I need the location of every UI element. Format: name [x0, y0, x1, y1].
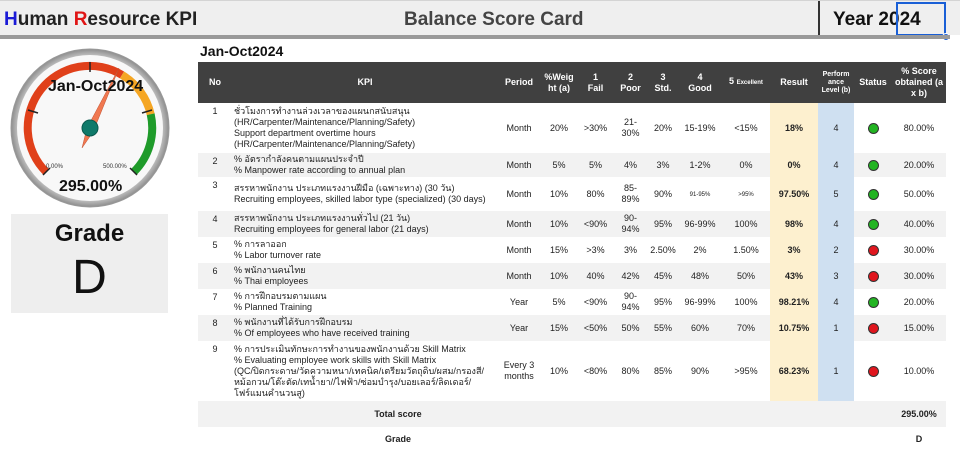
kpi-table [198, 62, 946, 452]
col-level-3[interactable]: 3 Std. [648, 62, 678, 103]
col-level-1[interactable]: 1 Fail [578, 62, 613, 103]
col-status[interactable]: Status [854, 62, 892, 103]
kpi-thai: ชั่วโมงการทำงานล่วงเวลาของแผนกสนับสนุน (HR/Carpenter/Maintenance/Planning/Safety) [234, 106, 416, 127]
row-performance-level[interactable]: 4 [818, 103, 854, 153]
table-row [198, 315, 946, 341]
row-level-3[interactable]: 55% [648, 315, 678, 341]
table-row [198, 237, 946, 263]
row-level-5[interactable]: 0% [722, 153, 770, 177]
row-level-4[interactable]: 60% [678, 315, 722, 341]
row-no[interactable]: 2 [198, 153, 232, 177]
col-level-5[interactable]: 5 Excellent [722, 62, 770, 103]
row-level-1[interactable]: <80% [583, 365, 608, 376]
row-weight[interactable]: 10% [549, 365, 568, 376]
status-red-dot-icon [868, 271, 879, 282]
divider [818, 1, 820, 36]
row-level-5[interactable]: >95% [734, 365, 758, 376]
col-no[interactable]: No [198, 62, 232, 103]
row-score[interactable]: 50.00% [903, 188, 935, 199]
row-result[interactable]: 0% [770, 153, 818, 177]
row-level-4[interactable]: 96-99% [678, 211, 722, 237]
row-period[interactable]: Month [506, 122, 532, 133]
table-row [198, 211, 946, 237]
row-level-3[interactable]: 20% [653, 122, 672, 133]
row-result[interactable]: 3% [770, 237, 818, 263]
kpi-english: % Labor turnover rate [234, 250, 322, 260]
status-green-dot-icon [868, 123, 879, 134]
status-green-dot-icon [868, 160, 879, 171]
kpi-english: Recruiting employees, skilled labor type (specialized) (30 days) [234, 194, 486, 204]
row-status[interactable] [854, 341, 892, 401]
kpi-english: % Of employees who have received training [234, 328, 410, 338]
row-no[interactable]: 3 [212, 180, 218, 190]
row-result[interactable]: 97.50% [770, 177, 818, 211]
row-level-2[interactable]: 90-94% [613, 211, 648, 237]
gauge-period-label: Jan-Oct2024 [48, 78, 144, 95]
row-kpi[interactable] [232, 289, 498, 315]
table-header-row [198, 62, 946, 103]
total-label: Total score [198, 401, 540, 427]
kpi-english: Recruiting employees for general labor (21 days) [234, 224, 429, 234]
gauge-min-label: 0.00% [46, 164, 64, 170]
row-status[interactable] [854, 211, 892, 237]
row-level-1[interactable]: <90% [583, 296, 608, 307]
row-performance-level[interactable]: 5 [818, 177, 854, 211]
col-kpi[interactable]: KPI [232, 62, 498, 103]
grade-label: Grade [54, 220, 125, 247]
grade-box [11, 214, 168, 313]
kpi-thai: % การประเมินทักษะการทำงานของพนักงานด้วย Skill Matrix [234, 343, 466, 354]
row-result[interactable]: 98% [770, 211, 818, 237]
table-row [198, 177, 946, 211]
row-weight[interactable]: 20% [549, 122, 568, 133]
row-performance-level[interactable]: 1 [818, 341, 854, 401]
row-level-4[interactable]: 96-99% [684, 296, 716, 307]
row-score[interactable]: 30.00% [892, 263, 946, 289]
row-kpi[interactable] [232, 237, 498, 263]
row-no[interactable]: 6 [198, 263, 232, 289]
row-weight[interactable]: 10% [540, 211, 578, 237]
row-status[interactable] [854, 237, 892, 263]
status-green-dot-icon [868, 297, 879, 308]
row-status[interactable] [854, 315, 892, 341]
row-kpi[interactable] [232, 341, 498, 401]
row-level-2[interactable]: 80% [621, 365, 640, 376]
kpi-thai: % พนักงานคนไทย [234, 265, 306, 275]
row-period[interactable]: Month [498, 153, 540, 177]
status-red-dot-icon [868, 366, 879, 377]
row-level-1[interactable]: 40% [578, 263, 613, 289]
row-weight[interactable]: 5% [552, 296, 566, 307]
row-no[interactable]: 9 [212, 344, 218, 354]
row-level-4[interactable]: 1-2% [678, 153, 722, 177]
row-period[interactable]: Month [498, 263, 540, 289]
row-level-3[interactable]: 2.50% [650, 244, 676, 255]
row-level-3[interactable]: 95% [648, 211, 678, 237]
gauge-max-label: 500.00% [103, 164, 127, 170]
row-level-4[interactable]: 91-95% [689, 191, 711, 198]
gauge-value-label: 295.00% [59, 178, 123, 195]
row-weight[interactable]: 15% [540, 315, 578, 341]
kpi-thai: สรรหาพนักงาน ประเภทแรงงานทั่วไป (21 วัน) [234, 213, 411, 223]
row-level-2[interactable]: 3% [623, 244, 637, 255]
row-result[interactable]: 68.23% [770, 341, 818, 401]
score-gauge [10, 48, 180, 208]
row-level-5[interactable]: 100% [722, 211, 770, 237]
kpi-english: % Evaluating employee work skills with Skill Matrix [234, 354, 437, 365]
kpi-english: % Thai employees [234, 276, 309, 286]
row-level-5[interactable]: 70% [722, 315, 770, 341]
kpi-thai: % พนักงานที่ได้รับการฝึกอบรม [234, 317, 353, 327]
row-performance-level[interactable]: 2 [818, 237, 854, 263]
row-period[interactable]: Month [498, 211, 540, 237]
row-kpi[interactable] [232, 263, 498, 289]
row-level-4[interactable]: 2% [693, 244, 707, 255]
row-score[interactable]: 20.00% [903, 296, 935, 307]
kpi-english: % Planned Training [234, 302, 313, 312]
row-performance-level[interactable]: 1 [818, 315, 854, 341]
section-title: Jan-Oct2024 [200, 43, 284, 59]
row-level-4[interactable]: 48% [678, 263, 722, 289]
col-score[interactable]: % Score obtained (a x b) [892, 62, 946, 103]
row-score[interactable]: 15.00% [892, 315, 946, 341]
row-level-5[interactable]: >95% [738, 191, 754, 198]
row-status[interactable] [854, 263, 892, 289]
status-red-dot-icon [868, 323, 879, 334]
row-level-1[interactable]: >30% [583, 122, 608, 133]
table-row [198, 341, 946, 401]
kpi-extra: (QC/ปิดกระดาษ/วัดความหนา/เทคนิค/เตรียมวัตถุดิบ/ผสม/กรองสี/หม้อกวน/โต๊ะตัด/เทน้ำยา//ไฟฟ้า/ซ่อมบำรุง/บอยเลอร์/ลิดเดอร์/โฟร์แมนคำนวนสู) [234, 365, 484, 398]
row-score[interactable]: 10.00% [903, 365, 935, 376]
row-period[interactable]: Year [498, 315, 540, 341]
grade-value: D [72, 251, 107, 304]
row-status[interactable] [854, 103, 892, 153]
row-result[interactable]: 10.75% [770, 315, 818, 341]
total-row [198, 401, 946, 427]
row-kpi[interactable] [232, 177, 498, 211]
row-score[interactable]: 20.00% [892, 153, 946, 177]
row-weight[interactable]: 10% [540, 263, 578, 289]
row-score[interactable]: 80.00% [903, 122, 935, 133]
row-period[interactable]: Every 3 months [503, 360, 535, 381]
row-kpi[interactable] [232, 103, 498, 153]
grade-row-value[interactable]: D [915, 434, 923, 444]
row-level-5[interactable]: 1.50% [733, 244, 759, 255]
grade-row-label: Grade [384, 434, 411, 444]
row-no[interactable]: 5 [212, 240, 218, 250]
kpi-thai: สรรหาพนักงาน ประเภทแรงงานฝีมือ (เฉพาะทาง) (30 วัน) [234, 183, 455, 193]
status-green-dot-icon [868, 189, 879, 200]
row-status[interactable] [854, 289, 892, 315]
row-level-5[interactable]: 50% [722, 263, 770, 289]
row-kpi[interactable] [232, 211, 498, 237]
row-level-1[interactable]: 5% [578, 153, 613, 177]
row-level-5[interactable]: <15% [734, 122, 758, 133]
row-level-3[interactable]: 85% [653, 365, 672, 376]
col-performance-level[interactable]: Perform ance Level (b) [818, 62, 854, 103]
row-level-2[interactable]: 85-89% [621, 183, 640, 204]
row-no[interactable]: 4 [198, 211, 232, 237]
row-performance-level[interactable]: 4 [818, 289, 854, 315]
row-score[interactable]: 40.00% [892, 211, 946, 237]
row-period[interactable]: Year [509, 296, 529, 307]
col-level-4[interactable]: 4 Good [678, 62, 722, 103]
row-level-3[interactable]: 95% [653, 296, 672, 307]
row-performance-level[interactable]: 3 [818, 263, 854, 289]
row-period[interactable]: Month [506, 244, 532, 255]
kpi-thai: % อัตรากำลังคนตามแผนประจำปี [234, 154, 364, 164]
row-result[interactable]: 18% [770, 103, 818, 153]
row-level-3[interactable]: 45% [648, 263, 678, 289]
status-green-dot-icon [868, 219, 879, 230]
row-level-2[interactable]: 42% [613, 263, 648, 289]
row-level-1[interactable]: >3% [586, 244, 605, 255]
table-row [198, 153, 946, 177]
row-kpi[interactable] [232, 315, 498, 341]
table-row [198, 263, 946, 289]
status-red-dot-icon [868, 245, 879, 256]
col-period[interactable]: Period [498, 62, 540, 103]
row-level-1[interactable]: 80% [586, 188, 605, 199]
row-score[interactable]: 30.00% [903, 244, 935, 255]
table-row [198, 103, 946, 153]
row-level-2[interactable]: 4% [613, 153, 648, 177]
row-result[interactable]: 43% [770, 263, 818, 289]
row-level-3[interactable]: 3% [648, 153, 678, 177]
top-header-bar [0, 0, 960, 35]
row-no[interactable]: 8 [198, 315, 232, 341]
row-level-1[interactable]: <90% [578, 211, 613, 237]
row-level-1[interactable]: <50% [578, 315, 613, 341]
row-status[interactable] [854, 153, 892, 177]
title-letter-r: R [73, 9, 88, 30]
row-weight[interactable]: 15% [549, 244, 568, 255]
col-weight[interactable]: %Weig ht (a) [540, 62, 578, 103]
app-title: Human Resource KPI [4, 9, 198, 30]
table-row [198, 289, 946, 315]
row-no[interactable]: 7 [212, 292, 218, 302]
kpi-english: Support department overtime hours (HR/Carpenter/Maintenance/Planning/Safety) [234, 128, 416, 149]
row-level-2[interactable]: 90-94% [621, 291, 640, 312]
row-period[interactable]: Month [506, 188, 532, 199]
row-performance-level[interactable]: 4 [818, 211, 854, 237]
row-level-2[interactable]: 21-30% [621, 117, 640, 138]
row-level-2[interactable]: 50% [613, 315, 648, 341]
col-result[interactable]: Result [770, 62, 818, 103]
grade-row [198, 427, 946, 452]
total-value[interactable]: 295.00% [892, 401, 946, 427]
row-level-3[interactable]: 90% [653, 188, 672, 199]
selected-cell[interactable] [896, 2, 946, 36]
year-label: Year 2024 [833, 9, 921, 30]
col-level-2[interactable]: 2 Poor [613, 62, 648, 103]
row-status[interactable] [854, 177, 892, 211]
row-weight[interactable]: 5% [540, 153, 578, 177]
row-performance-level[interactable]: 4 [818, 153, 854, 177]
row-weight[interactable]: 10% [549, 188, 568, 199]
kpi-english: % Manpower rate according to annual plan [234, 165, 406, 175]
row-kpi[interactable] [232, 153, 498, 177]
kpi-thai: % การฝึกอบรมตามแผน [234, 291, 327, 301]
row-no[interactable]: 1 [212, 106, 218, 116]
kpi-thai: % การลาออก [234, 239, 287, 249]
row-level-4[interactable]: 90% [690, 365, 709, 376]
row-level-4[interactable]: 15-19% [684, 122, 716, 133]
header-divider [0, 35, 950, 39]
row-result[interactable]: 98.21% [770, 289, 818, 315]
page-title: Balance Score Card [404, 9, 584, 30]
row-level-5[interactable]: 100% [734, 296, 758, 307]
title-letter-h: H [4, 9, 18, 30]
